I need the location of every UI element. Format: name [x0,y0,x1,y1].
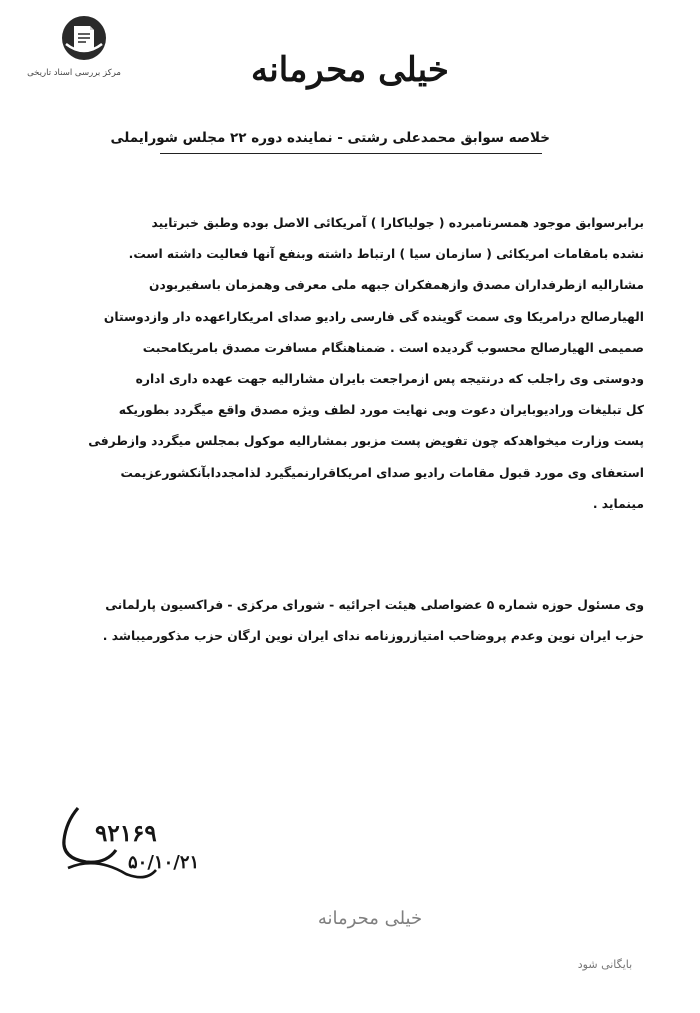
body-line: مینماید . [592,496,644,511]
body-line: کل تبلیغات ورادیوبایران دعوت وبی نهایت مورد لطف ویژه مصدق واقع میگردد بطوریکه [118,403,644,418]
archive-logo-text: مرکز بررسی اسناد تاریخی [27,68,121,78]
body-paragraph-2 [60,590,644,652]
classification-stamp: خیلی محرمانه [317,908,423,929]
body-line: وی مسئول حوزه شماره ۵ عضواصلی هیئت اجرائیه - شورای مرکزی - فراکسیون پارلمانی [105,598,644,612]
registration-number: ۹۲۱۶۹ [95,820,157,847]
filing-note: بایگانی شود [577,958,633,971]
body-line: پست وزارت میخواهدکه چون تفویض پست مزبور بمشارالیه موکول بمجلس میگردد وازطرفی [88,434,644,449]
body-line: ودوستی وی راجلب که درنتیجه پس ازمراجعت بایران مشارالیه جهت عهده داری اداره [135,371,644,386]
body-line: برابرسوابق موجود همسرنامبرده ( جولیاکارا ) آمریکائی الاصل بوده وطبق خبرتایید [151,216,644,230]
body-line: نشده بامقامات امریکائی ( سازمان سیا ) ارتباط داشته وبنفع آنها فعالیت داشته است. [128,247,644,262]
archive-document-icon [60,14,108,62]
document-title: خیلی محرمانه [251,50,449,90]
body-line: حزب ایران نوین وعدم پروضاحب امتیازروزنامه ندای ایران نوین ارگان حزب مذکورمیباشد . [102,629,644,644]
body-line: استعفای وی مورد قبول مقامات رادیو صدای امریکاقرارنمیگیرد لذامجددابآنکشورعزیمت [120,465,644,480]
subtitle-underline [160,153,542,154]
body-line: صمیمی الهیارصالح محسوب گردیده است . ضمناهنگام مسافرت مصدق بامریکامحبت [142,340,644,355]
body-line: الهیارصالح درامریکا وی سمت گوینده گی فارسی رادیو صدای امریکاراعهده دار وازدوستان [103,309,644,324]
body-line: مشارالیه ازطرفداران مصدق وازهمفکران جبهه ملی معرفی وهمزمان باسفیربودن [149,278,644,293]
document-subtitle: خلاصه سوابق محمدعلی رشتی - نماینده دوره ۲۲ مجلس شورایملی [110,130,550,146]
body-paragraph-1 [60,208,644,520]
registration-date: ۵۰/۱۰/۲۱ [128,852,200,873]
archive-logo [14,14,134,76]
